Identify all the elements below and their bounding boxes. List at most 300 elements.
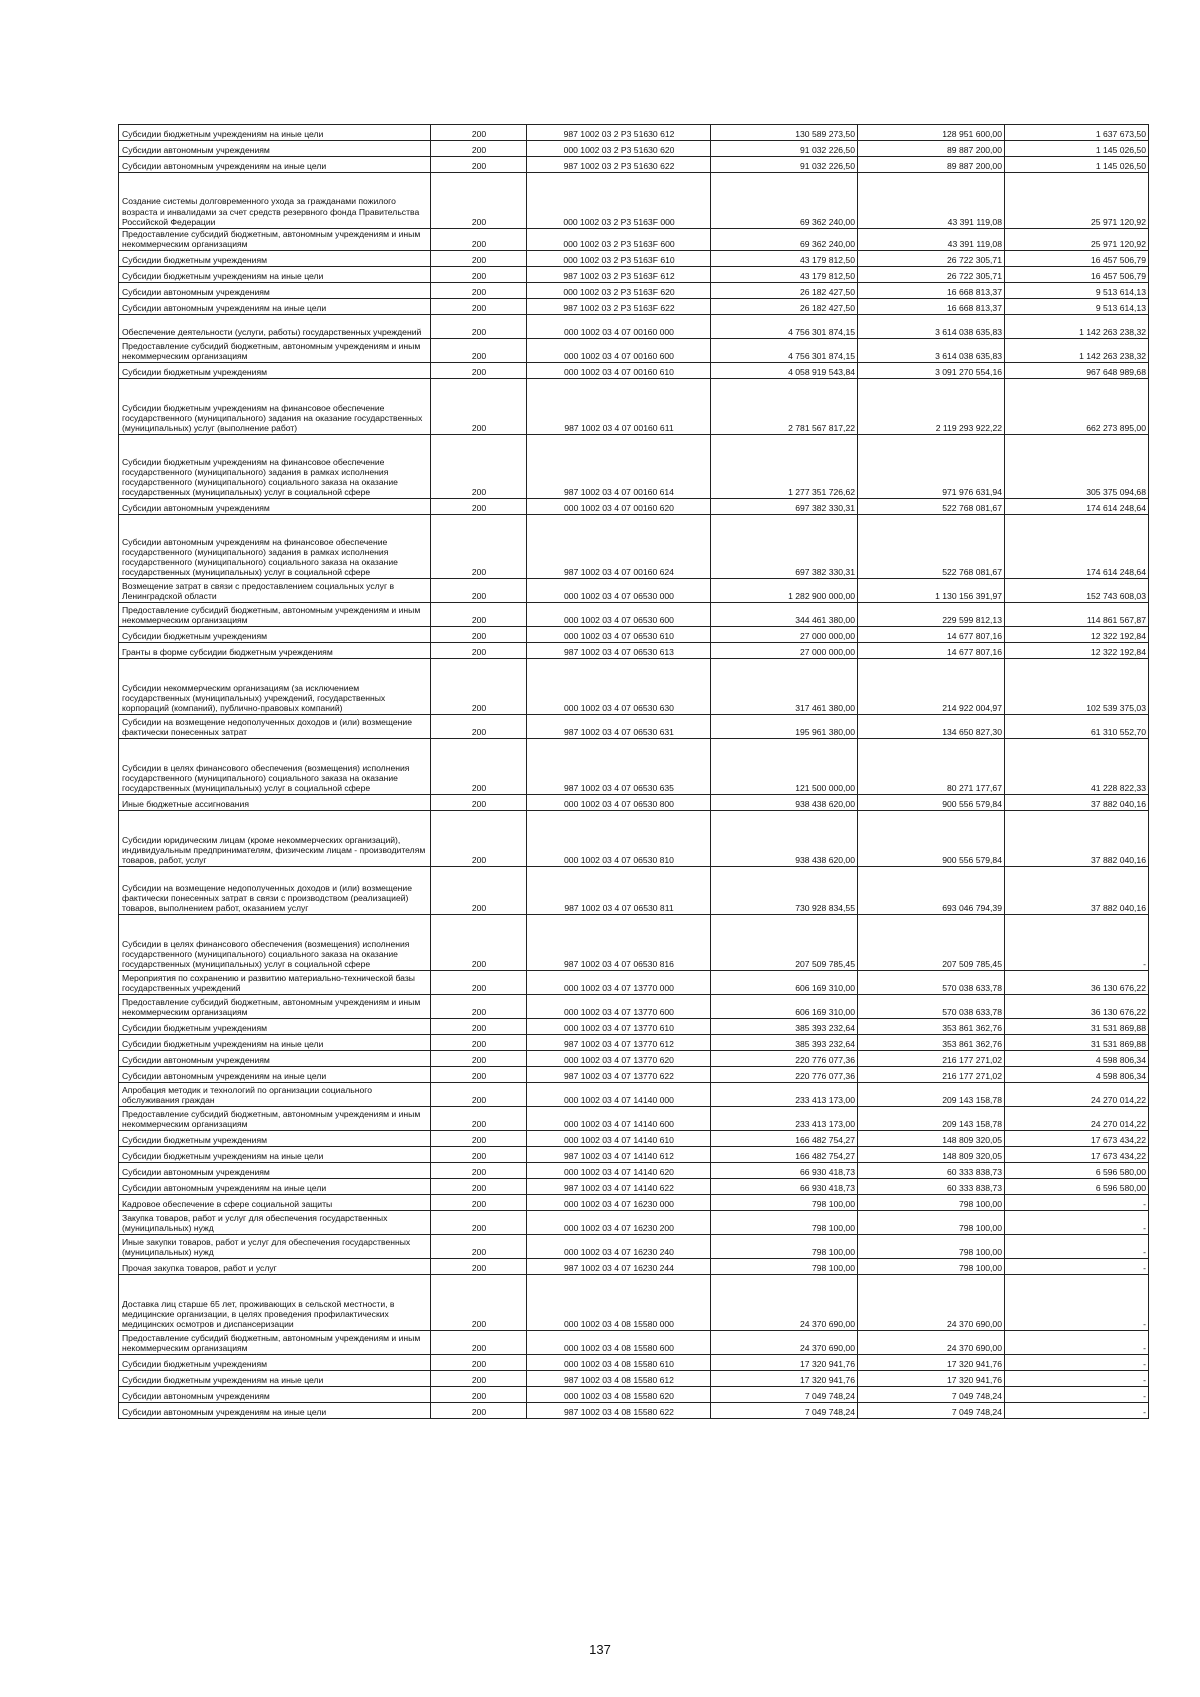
row-line-code: 200 <box>431 971 527 995</box>
row-unexecuted: - <box>1005 1211 1149 1235</box>
row-line-code: 200 <box>431 1355 527 1371</box>
row-executed: 798 100,00 <box>858 1259 1005 1275</box>
row-name: Субсидии автономным учреждениям <box>119 1163 431 1179</box>
row-budget-code: 000 1002 03 4 07 00160 000 <box>527 315 711 339</box>
row-assigned: 730 928 834,55 <box>711 867 858 915</box>
row-assigned: 4 058 919 543,84 <box>711 363 858 379</box>
row-line-code: 200 <box>431 1211 527 1235</box>
row-line-code: 200 <box>431 579 527 603</box>
row-executed: 2 119 293 922,22 <box>858 379 1005 435</box>
row-budget-code: 987 1002 03 4 08 15580 622 <box>527 1403 711 1419</box>
row-executed: 216 177 271,02 <box>858 1051 1005 1067</box>
row-unexecuted: - <box>1005 1195 1149 1211</box>
row-budget-code: 000 1002 03 4 07 06530 610 <box>527 627 711 643</box>
row-budget-code: 987 1002 03 4 07 00160 611 <box>527 379 711 435</box>
row-budget-code: 000 1002 03 4 08 15580 600 <box>527 1331 711 1355</box>
row-line-code: 200 <box>431 1067 527 1083</box>
row-assigned: 385 393 232,64 <box>711 1035 858 1051</box>
row-assigned: 24 370 690,00 <box>711 1275 858 1331</box>
row-executed: 16 668 813,37 <box>858 299 1005 315</box>
row-unexecuted: 25 971 120,92 <box>1005 229 1149 251</box>
row-executed: 7 049 748,24 <box>858 1387 1005 1403</box>
row-executed: 693 046 794,39 <box>858 867 1005 915</box>
row-executed: 900 556 579,84 <box>858 795 1005 811</box>
row-budget-code: 000 1002 03 4 07 14140 000 <box>527 1083 711 1107</box>
row-budget-code: 987 1002 03 4 07 00160 624 <box>527 515 711 579</box>
table-row <box>119 173 1149 229</box>
row-assigned: 344 461 380,00 <box>711 603 858 627</box>
row-name: Субсидии на возмещение недополученных доходов и (или) возмещение фактически понесенных затрат в связи с производством (реализацией) товаров, выполнением работ, оказанием услуг <box>119 867 431 915</box>
row-unexecuted: 17 673 434,22 <box>1005 1147 1149 1163</box>
table-row <box>119 971 1149 995</box>
row-executed: 3 091 270 554,16 <box>858 363 1005 379</box>
row-unexecuted: 967 648 989,68 <box>1005 363 1149 379</box>
row-executed: 209 143 158,78 <box>858 1083 1005 1107</box>
row-line-code: 200 <box>431 141 527 157</box>
row-unexecuted: - <box>1005 1235 1149 1259</box>
row-budget-code: 987 1002 03 2 P3 5163F 612 <box>527 267 711 283</box>
row-budget-code: 987 1002 03 4 08 15580 612 <box>527 1371 711 1387</box>
table-row <box>119 659 1149 715</box>
row-budget-code: 987 1002 03 2 P3 5163F 622 <box>527 299 711 315</box>
row-budget-code: 000 1002 03 2 P3 5163F 600 <box>527 229 711 251</box>
table-row <box>119 1275 1149 1331</box>
row-unexecuted: - <box>1005 1355 1149 1371</box>
row-assigned: 195 961 380,00 <box>711 715 858 739</box>
row-line-code: 200 <box>431 1051 527 1067</box>
row-name: Субсидии бюджетным учреждениям на иные цели <box>119 1371 431 1387</box>
row-name: Субсидии бюджетным учреждениям <box>119 1131 431 1147</box>
row-line-code: 200 <box>431 251 527 267</box>
row-executed: 798 100,00 <box>858 1195 1005 1211</box>
row-unexecuted: 1 637 673,50 <box>1005 125 1149 141</box>
row-budget-code: 987 1002 03 2 P3 51630 622 <box>527 157 711 173</box>
row-name: Субсидии бюджетным учреждениям на иные цели <box>119 1035 431 1051</box>
row-line-code: 200 <box>431 995 527 1019</box>
row-line-code: 200 <box>431 739 527 795</box>
row-assigned: 697 382 330,31 <box>711 515 858 579</box>
row-executed: 3 614 038 635,83 <box>858 315 1005 339</box>
table-row <box>119 157 1149 173</box>
table-row <box>119 1019 1149 1035</box>
row-budget-code: 000 1002 03 4 07 13770 610 <box>527 1019 711 1035</box>
row-unexecuted: 16 457 506,79 <box>1005 267 1149 283</box>
row-budget-code: 000 1002 03 4 07 14140 620 <box>527 1163 711 1179</box>
row-unexecuted: 31 531 869,88 <box>1005 1019 1149 1035</box>
row-unexecuted: 37 882 040,16 <box>1005 795 1149 811</box>
row-line-code: 200 <box>431 1331 527 1355</box>
row-assigned: 7 049 748,24 <box>711 1403 858 1419</box>
row-executed: 148 809 320,05 <box>858 1131 1005 1147</box>
row-line-code: 200 <box>431 379 527 435</box>
table-row <box>119 315 1149 339</box>
row-executed: 216 177 271,02 <box>858 1067 1005 1083</box>
table-row <box>119 267 1149 283</box>
row-unexecuted: - <box>1005 1331 1149 1355</box>
row-name: Субсидии автономным учреждениям <box>119 141 431 157</box>
row-name: Субсидии на возмещение недополученных доходов и (или) возмещение фактически понесенных затрат <box>119 715 431 739</box>
row-line-code: 200 <box>431 339 527 363</box>
row-assigned: 220 776 077,36 <box>711 1067 858 1083</box>
row-name: Прочая закупка товаров, работ и услуг <box>119 1259 431 1275</box>
row-budget-code: 000 1002 03 4 07 00160 620 <box>527 499 711 515</box>
row-assigned: 91 032 226,50 <box>711 141 858 157</box>
table-row <box>119 251 1149 267</box>
row-executed: 43 391 119,08 <box>858 173 1005 229</box>
table-row <box>119 339 1149 363</box>
row-budget-code: 987 1002 03 4 07 16230 244 <box>527 1259 711 1275</box>
row-budget-code: 987 1002 03 4 07 14140 622 <box>527 1179 711 1195</box>
row-budget-code: 987 1002 03 4 07 06530 816 <box>527 915 711 971</box>
table-row <box>119 811 1149 867</box>
row-assigned: 938 438 620,00 <box>711 795 858 811</box>
row-unexecuted: 37 882 040,16 <box>1005 867 1149 915</box>
row-budget-code: 000 1002 03 4 07 00160 600 <box>527 339 711 363</box>
row-assigned: 317 461 380,00 <box>711 659 858 715</box>
row-unexecuted: - <box>1005 1275 1149 1331</box>
row-name: Субсидии в целях финансового обеспечения (возмещения) исполнения государственного (муниципального) социального заказа на оказание государственных (муниципальных) услуг в социальной сфере <box>119 739 431 795</box>
row-executed: 148 809 320,05 <box>858 1147 1005 1163</box>
row-name: Субсидии бюджетным учреждениям <box>119 1355 431 1371</box>
row-line-code: 200 <box>431 627 527 643</box>
row-budget-code: 000 1002 03 4 07 06530 630 <box>527 659 711 715</box>
table-row <box>119 643 1149 659</box>
row-budget-code: 000 1002 03 4 08 15580 620 <box>527 1387 711 1403</box>
row-assigned: 938 438 620,00 <box>711 811 858 867</box>
row-executed: 209 143 158,78 <box>858 1107 1005 1131</box>
row-line-code: 200 <box>431 1275 527 1331</box>
row-budget-code: 000 1002 03 2 P3 5163F 000 <box>527 173 711 229</box>
table-row <box>119 1067 1149 1083</box>
row-line-code: 200 <box>431 1163 527 1179</box>
row-name: Субсидии автономным учреждениям <box>119 1051 431 1067</box>
row-executed: 14 677 807,16 <box>858 627 1005 643</box>
row-line-code: 200 <box>431 795 527 811</box>
row-unexecuted: - <box>1005 1387 1149 1403</box>
row-assigned: 121 500 000,00 <box>711 739 858 795</box>
row-assigned: 7 049 748,24 <box>711 1387 858 1403</box>
row-name: Предоставление субсидий бюджетным, автономным учреждениям и иным некоммерческим организациям <box>119 1107 431 1131</box>
table-row <box>119 1259 1149 1275</box>
row-name: Субсидии бюджетным учреждениям <box>119 627 431 643</box>
table-row <box>119 283 1149 299</box>
row-assigned: 2 781 567 817,22 <box>711 379 858 435</box>
row-unexecuted: - <box>1005 1403 1149 1419</box>
row-assigned: 69 362 240,00 <box>711 229 858 251</box>
table-row <box>119 627 1149 643</box>
row-unexecuted: 36 130 676,22 <box>1005 995 1149 1019</box>
row-unexecuted: 61 310 552,70 <box>1005 715 1149 739</box>
row-line-code: 200 <box>431 1259 527 1275</box>
row-unexecuted: 9 513 614,13 <box>1005 299 1149 315</box>
row-name: Субсидии бюджетным учреждениям на финансовое обеспечение государственного (муниципального) задания на оказание государственных (муниципальных) услуг (выполнение работ) <box>119 379 431 435</box>
row-line-code: 200 <box>431 1083 527 1107</box>
row-assigned: 4 756 301 874,15 <box>711 339 858 363</box>
row-name: Субсидии автономным учреждениям на иные цели <box>119 1067 431 1083</box>
row-line-code: 200 <box>431 811 527 867</box>
row-name: Создание системы долговременного ухода за гражданами пожилого возраста и инвалидами за счет средств резервного фонда Правительства Российской Федерации <box>119 173 431 229</box>
table-row <box>119 867 1149 915</box>
table-row <box>119 299 1149 315</box>
row-budget-code: 000 1002 03 4 07 00160 610 <box>527 363 711 379</box>
row-executed: 570 038 633,78 <box>858 971 1005 995</box>
row-budget-code: 000 1002 03 4 07 16230 240 <box>527 1235 711 1259</box>
table-row <box>119 795 1149 811</box>
table-row <box>119 739 1149 795</box>
row-assigned: 798 100,00 <box>711 1235 858 1259</box>
row-line-code: 200 <box>431 1035 527 1051</box>
table-row <box>119 1403 1149 1419</box>
row-budget-code: 000 1002 03 4 07 16230 200 <box>527 1211 711 1235</box>
row-assigned: 4 756 301 874,15 <box>711 315 858 339</box>
row-unexecuted: - <box>1005 1259 1149 1275</box>
row-line-code: 200 <box>431 125 527 141</box>
row-unexecuted: 16 457 506,79 <box>1005 251 1149 267</box>
table-row <box>119 515 1149 579</box>
row-line-code: 200 <box>431 157 527 173</box>
row-name: Субсидии в целях финансового обеспечения (возмещения) исполнения государственного (муниципального) социального заказа на оказание государственных (муниципальных) услуг в социальной сфере <box>119 915 431 971</box>
table-row <box>119 1035 1149 1051</box>
row-budget-code: 987 1002 03 4 07 13770 612 <box>527 1035 711 1051</box>
row-line-code: 200 <box>431 1387 527 1403</box>
row-unexecuted: 37 882 040,16 <box>1005 811 1149 867</box>
row-executed: 89 887 200,00 <box>858 141 1005 157</box>
row-name: Гранты в форме субсидии бюджетным учреждениям <box>119 643 431 659</box>
row-line-code: 200 <box>431 267 527 283</box>
row-assigned: 166 482 754,27 <box>711 1147 858 1163</box>
row-name: Предоставление субсидий бюджетным, автономным учреждениям и иным некоммерческим организациям <box>119 603 431 627</box>
row-line-code: 200 <box>431 499 527 515</box>
row-line-code: 200 <box>431 1107 527 1131</box>
row-executed: 1 130 156 391,97 <box>858 579 1005 603</box>
row-unexecuted: 305 375 094,68 <box>1005 435 1149 499</box>
row-unexecuted: 9 513 614,13 <box>1005 283 1149 299</box>
row-name: Иные закупки товаров, работ и услуг для обеспечения государственных (муниципальных) нужд <box>119 1235 431 1259</box>
row-line-code: 200 <box>431 915 527 971</box>
table-row <box>119 1083 1149 1107</box>
row-line-code: 200 <box>431 173 527 229</box>
table-row <box>119 1179 1149 1195</box>
row-executed: 570 038 633,78 <box>858 995 1005 1019</box>
row-assigned: 66 930 418,73 <box>711 1163 858 1179</box>
table-row <box>119 435 1149 499</box>
row-budget-code: 987 1002 03 4 07 14140 612 <box>527 1147 711 1163</box>
row-line-code: 200 <box>431 315 527 339</box>
row-executed: 60 333 838,73 <box>858 1179 1005 1195</box>
row-name: Субсидии автономным учреждениям на иные цели <box>119 157 431 173</box>
row-name: Кадровое обеспечение в сфере социальной защиты <box>119 1195 431 1211</box>
row-executed: 971 976 631,94 <box>858 435 1005 499</box>
row-assigned: 220 776 077,36 <box>711 1051 858 1067</box>
row-assigned: 166 482 754,27 <box>711 1131 858 1147</box>
row-budget-code: 000 1002 03 4 08 15580 000 <box>527 1275 711 1331</box>
row-executed: 522 768 081,67 <box>858 499 1005 515</box>
row-name: Предоставление субсидий бюджетным, автономным учреждениям и иным некоммерческим организациям <box>119 229 431 251</box>
row-line-code: 200 <box>431 299 527 315</box>
row-budget-code: 000 1002 03 4 07 13770 600 <box>527 995 711 1019</box>
row-executed: 14 677 807,16 <box>858 643 1005 659</box>
table-row <box>119 1195 1149 1211</box>
row-assigned: 1 277 351 726,62 <box>711 435 858 499</box>
row-assigned: 91 032 226,50 <box>711 157 858 173</box>
row-name: Субсидии автономным учреждениям <box>119 1387 431 1403</box>
row-executed: 900 556 579,84 <box>858 811 1005 867</box>
row-unexecuted: 4 598 806,34 <box>1005 1067 1149 1083</box>
row-name: Субсидии автономным учреждениям на иные цели <box>119 299 431 315</box>
row-unexecuted: 24 270 014,22 <box>1005 1107 1149 1131</box>
row-budget-code: 000 1002 03 2 P3 51630 620 <box>527 141 711 157</box>
row-line-code: 200 <box>431 867 527 915</box>
table-row <box>119 915 1149 971</box>
row-name: Субсидии бюджетным учреждениям на финансовое обеспечение государственного (муниципального) задания в рамках исполнения государственного (муниципального) социального заказа на оказание государственных (муниципальных) услуг в социальной сфере <box>119 435 431 499</box>
row-name: Субсидии автономным учреждениям <box>119 283 431 299</box>
row-executed: 522 768 081,67 <box>858 515 1005 579</box>
row-unexecuted: 36 130 676,22 <box>1005 971 1149 995</box>
row-line-code: 200 <box>431 1371 527 1387</box>
row-unexecuted: 114 861 567,87 <box>1005 603 1149 627</box>
row-assigned: 606 169 310,00 <box>711 971 858 995</box>
row-line-code: 200 <box>431 1195 527 1211</box>
page-number: 137 <box>589 1642 611 1657</box>
table-row <box>119 995 1149 1019</box>
row-budget-code: 987 1002 03 4 07 06530 811 <box>527 867 711 915</box>
table-row <box>119 499 1149 515</box>
row-line-code: 200 <box>431 643 527 659</box>
row-executed: 128 951 600,00 <box>858 125 1005 141</box>
table-row <box>119 1235 1149 1259</box>
row-assigned: 606 169 310,00 <box>711 995 858 1019</box>
row-line-code: 200 <box>431 363 527 379</box>
row-executed: 24 370 690,00 <box>858 1331 1005 1355</box>
row-executed: 798 100,00 <box>858 1235 1005 1259</box>
row-unexecuted: 41 228 822,33 <box>1005 739 1149 795</box>
table-row <box>119 1387 1149 1403</box>
table-row <box>119 1331 1149 1355</box>
row-name: Субсидии юридическим лицам (кроме некоммерческих организаций), индивидуальным предпринимателям, физическим лицам - производителям товаров, работ, услуг <box>119 811 431 867</box>
row-unexecuted: 1 145 026,50 <box>1005 141 1149 157</box>
row-executed: 43 391 119,08 <box>858 229 1005 251</box>
row-unexecuted: 102 539 375,03 <box>1005 659 1149 715</box>
table-row <box>119 141 1149 157</box>
row-line-code: 200 <box>431 283 527 299</box>
row-assigned: 130 589 273,50 <box>711 125 858 141</box>
row-executed: 353 861 362,76 <box>858 1035 1005 1051</box>
table-row <box>119 715 1149 739</box>
row-name: Предоставление субсидий бюджетным, автономным учреждениям и иным некоммерческим организациям <box>119 339 431 363</box>
row-name: Иные бюджетные ассигнования <box>119 795 431 811</box>
table-row <box>119 1051 1149 1067</box>
row-executed: 3 614 038 635,83 <box>858 339 1005 363</box>
row-line-code: 200 <box>431 715 527 739</box>
row-executed: 134 650 827,30 <box>858 715 1005 739</box>
row-name: Возмещение затрат в связи с предоставлением социальных услуг в Ленинградской области <box>119 579 431 603</box>
row-assigned: 26 182 427,50 <box>711 299 858 315</box>
row-unexecuted: 1 142 263 238,32 <box>1005 339 1149 363</box>
row-name: Закупка товаров, работ и услуг для обеспечения государственных (муниципальных) нужд <box>119 1211 431 1235</box>
row-budget-code: 987 1002 03 4 07 06530 631 <box>527 715 711 739</box>
table-row <box>119 1147 1149 1163</box>
row-executed: 207 509 785,45 <box>858 915 1005 971</box>
row-name: Субсидии автономным учреждениям на финансовое обеспечение государственного (муниципального) задания в рамках исполнения государственного (муниципального) социального заказа на оказание государственных (муниципальных) услуг в социальной сфере <box>119 515 431 579</box>
row-assigned: 207 509 785,45 <box>711 915 858 971</box>
row-assigned: 24 370 690,00 <box>711 1331 858 1355</box>
row-executed: 24 370 690,00 <box>858 1275 1005 1331</box>
row-budget-code: 000 1002 03 4 08 15580 610 <box>527 1355 711 1371</box>
row-unexecuted: 1 145 026,50 <box>1005 157 1149 173</box>
table-row <box>119 1211 1149 1235</box>
row-executed: 26 722 305,71 <box>858 251 1005 267</box>
row-budget-code: 000 1002 03 4 07 14140 610 <box>527 1131 711 1147</box>
table-row <box>119 1131 1149 1147</box>
row-line-code: 200 <box>431 1179 527 1195</box>
budget-table <box>118 124 1149 1419</box>
row-unexecuted: 174 614 248,64 <box>1005 499 1149 515</box>
row-unexecuted: 6 596 580,00 <box>1005 1163 1149 1179</box>
row-assigned: 798 100,00 <box>711 1211 858 1235</box>
row-line-code: 200 <box>431 515 527 579</box>
row-executed: 60 333 838,73 <box>858 1163 1005 1179</box>
row-executed: 214 922 004,97 <box>858 659 1005 715</box>
row-executed: 353 861 362,76 <box>858 1019 1005 1035</box>
row-executed: 89 887 200,00 <box>858 157 1005 173</box>
row-line-code: 200 <box>431 435 527 499</box>
table-row <box>119 1163 1149 1179</box>
row-assigned: 17 320 941,76 <box>711 1355 858 1371</box>
row-budget-code: 987 1002 03 4 07 00160 614 <box>527 435 711 499</box>
row-budget-code: 000 1002 03 4 07 13770 000 <box>527 971 711 995</box>
table-row <box>119 229 1149 251</box>
row-assigned: 233 413 173,00 <box>711 1107 858 1131</box>
row-budget-code: 987 1002 03 4 07 06530 613 <box>527 643 711 659</box>
table-row <box>119 603 1149 627</box>
row-budget-code: 000 1002 03 4 07 06530 810 <box>527 811 711 867</box>
row-assigned: 27 000 000,00 <box>711 627 858 643</box>
row-assigned: 385 393 232,64 <box>711 1019 858 1035</box>
row-executed: 7 049 748,24 <box>858 1403 1005 1419</box>
row-assigned: 43 179 812,50 <box>711 251 858 267</box>
row-unexecuted: - <box>1005 1371 1149 1387</box>
row-unexecuted: 12 322 192,84 <box>1005 627 1149 643</box>
row-assigned: 17 320 941,76 <box>711 1371 858 1387</box>
row-unexecuted: 662 273 895,00 <box>1005 379 1149 435</box>
row-name: Субсидии бюджетным учреждениям <box>119 363 431 379</box>
row-line-code: 200 <box>431 1147 527 1163</box>
table-row <box>119 363 1149 379</box>
row-name: Субсидии автономным учреждениям на иные цели <box>119 1403 431 1419</box>
row-name: Субсидии бюджетным учреждениям на иные цели <box>119 267 431 283</box>
row-line-code: 200 <box>431 1019 527 1035</box>
row-line-code: 200 <box>431 229 527 251</box>
row-line-code: 200 <box>431 659 527 715</box>
row-assigned: 798 100,00 <box>711 1259 858 1275</box>
table-row <box>119 125 1149 141</box>
row-budget-code: 000 1002 03 2 P3 5163F 620 <box>527 283 711 299</box>
row-name: Субсидии бюджетным учреждениям <box>119 1019 431 1035</box>
row-assigned: 697 382 330,31 <box>711 499 858 515</box>
row-name: Предоставление субсидий бюджетным, автономным учреждениям и иным некоммерческим организациям <box>119 1331 431 1355</box>
row-unexecuted: 6 596 580,00 <box>1005 1179 1149 1195</box>
row-name: Субсидии бюджетным учреждениям на иные цели <box>119 125 431 141</box>
table-row <box>119 579 1149 603</box>
row-executed: 17 320 941,76 <box>858 1371 1005 1387</box>
row-unexecuted: - <box>1005 915 1149 971</box>
row-executed: 80 271 177,67 <box>858 739 1005 795</box>
row-assigned: 233 413 173,00 <box>711 1083 858 1107</box>
row-executed: 26 722 305,71 <box>858 267 1005 283</box>
row-assigned: 798 100,00 <box>711 1195 858 1211</box>
row-unexecuted: 174 614 248,64 <box>1005 515 1149 579</box>
row-name: Субсидии некоммерческим организациям (за исключением государственных (муниципальных) учреждений, государственных корпораций (компаний), публично-правовых компаний) <box>119 659 431 715</box>
